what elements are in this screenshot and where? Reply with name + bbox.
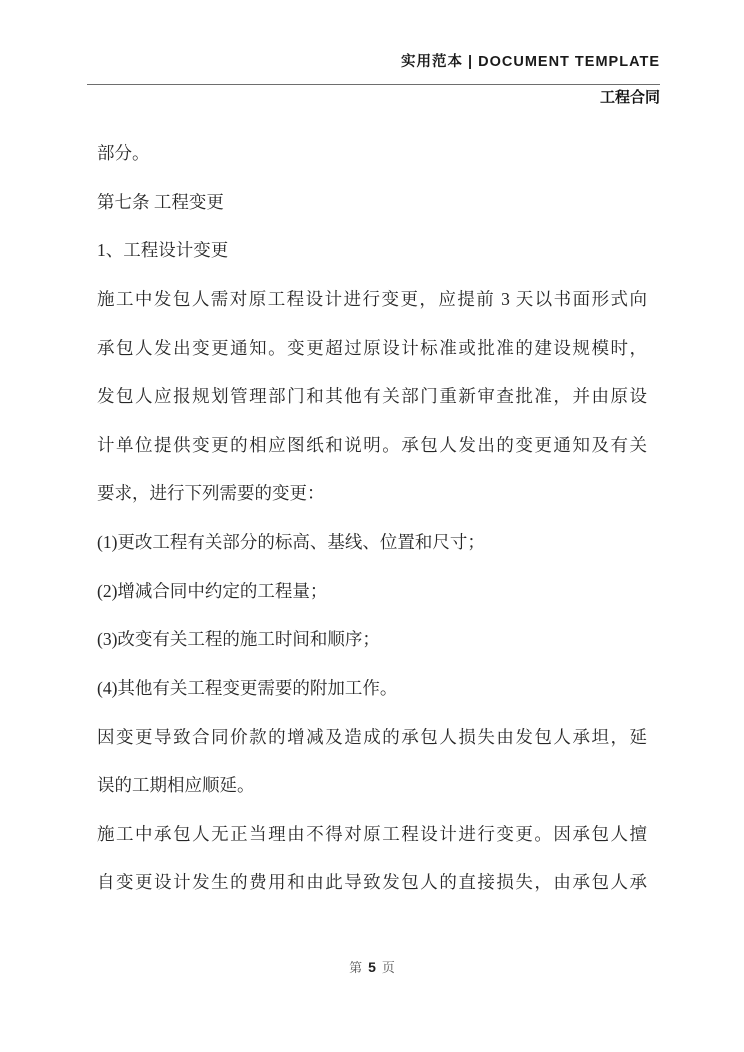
body-line: 自变更设计发生的费用和由此导致发包人的直接损失，由承包人承 xyxy=(97,872,647,893)
body-line-subheading: 1、工程设计变更 xyxy=(97,240,229,261)
body-line: 发包人应报规划管理部门和其他有关部门重新审查批准，并由原设 xyxy=(97,386,647,407)
body-line-article-heading: 第七条 工程变更 xyxy=(97,191,224,212)
body-line: 计单位提供变更的相应图纸和说明。承包人发出的变更通知及有关 xyxy=(97,434,647,455)
body-line: 部分。 xyxy=(97,143,150,163)
page-number-suffix: 页 xyxy=(381,960,395,975)
header-doc-type: 工程合同 xyxy=(599,89,660,106)
body-line-list-item-3: (3)改变有关工程的施工时间和顺序； xyxy=(97,629,380,650)
page-number: 5 xyxy=(368,959,376,975)
body-line: 误的工期相应顺延。 xyxy=(97,775,255,796)
header-brand-text: 实用范本 | DOCUMENT TEMPLATE xyxy=(401,54,660,70)
page-number-prefix: 第 xyxy=(349,960,363,975)
body-line-list-item-4: (4)其他有关工程变更需要的附加工作。 xyxy=(97,677,398,698)
body-line: 承包人发出变更通知。变更超过原设计标准或批准的建设规模时， xyxy=(97,337,647,358)
body-line: 要求，进行下列需要的变更： xyxy=(97,483,325,504)
body-line-list-item-1: (1)更改工程有关部分的标高、基线、位置和尺寸； xyxy=(97,532,485,552)
body-line-list-item-2: (2)增减合同中约定的工程量； xyxy=(97,580,328,601)
body-line: 施工中发包人需对原工程设计进行变更，应提前 3 天以书面形式向 xyxy=(97,288,647,309)
document-body xyxy=(97,129,647,907)
header-divider xyxy=(87,84,660,85)
body-line: 因变更导致合同价款的增减及造成的承包人损失由发包人承坦，延 xyxy=(97,726,647,747)
body-line: 施工中承包人无正当理由不得对原工程设计进行变更。因承包人擅 xyxy=(97,823,647,844)
page-footer xyxy=(0,957,744,978)
